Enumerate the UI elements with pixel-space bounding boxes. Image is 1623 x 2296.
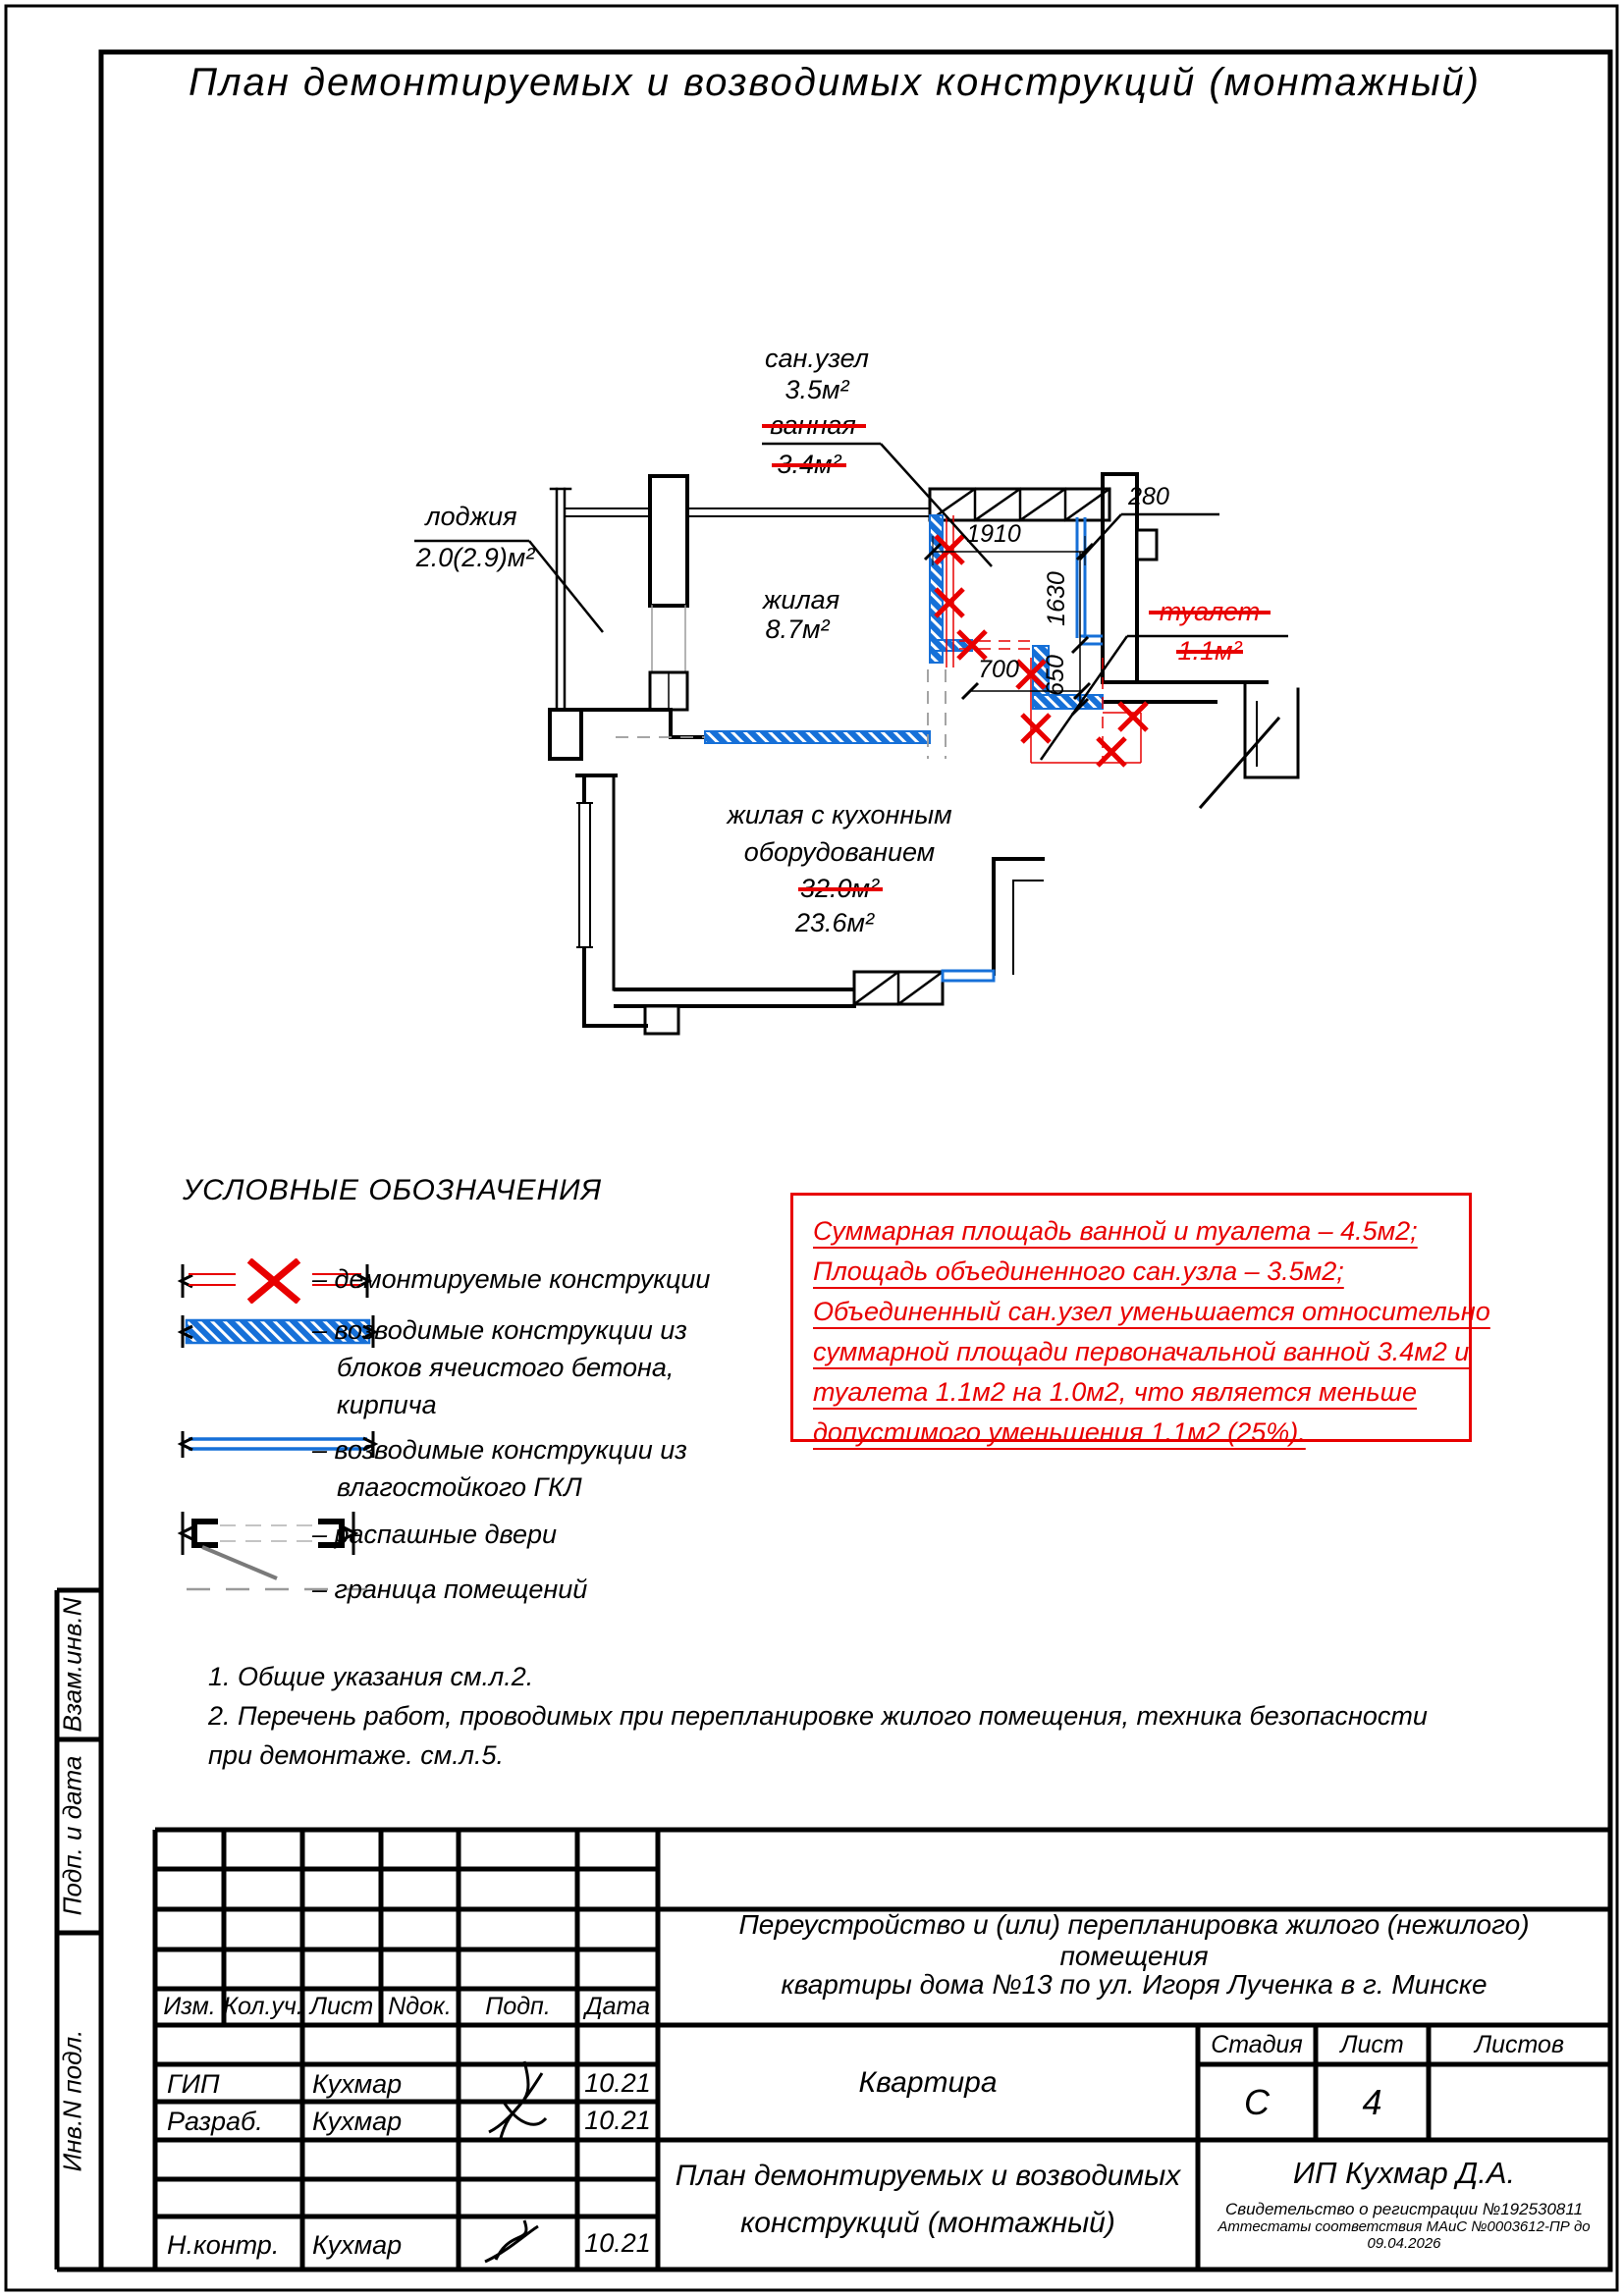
- page-title: План демонтируемых и возводимых конструкций (монтажный): [188, 61, 1481, 104]
- label-san-uzel: сан.узел: [765, 344, 869, 373]
- tb-cert2: Аттестаты соответствия МАиС №0003612-ПР до 09.04.2026: [1217, 2218, 1591, 2252]
- legend-item-demolished: – демонтируемые конструкции: [312, 1264, 711, 1294]
- label-vannaya: ванная: [770, 410, 856, 440]
- tb-role-nkontr: Н.контр.: [167, 2230, 280, 2260]
- dim-700: 700: [978, 656, 1019, 683]
- existing-walls: [550, 474, 1298, 1034]
- tb-drawing-line2: конструкций (монтажный): [740, 2207, 1115, 2239]
- note-line: туалета 1.1м2 на 1.0м2, что является меньше: [813, 1377, 1418, 1407]
- tb-col-data: Дата: [585, 1993, 650, 2020]
- tb-stage-label: Стадия: [1211, 2030, 1303, 2058]
- legend-item-blocks-2: блоков ячеистого бетона,: [337, 1353, 675, 1382]
- label-lodzhiya-area: 2.0(2.9)м²: [415, 543, 535, 572]
- label-kitchen-area-new: 23.6м²: [794, 908, 875, 937]
- general-notes: [208, 1657, 1573, 1775]
- tb-col-podp: Подп.: [485, 1993, 551, 2020]
- label-kitchen-room-1: жилая с кухонным: [727, 800, 952, 829]
- dim-650: 650: [1042, 655, 1069, 696]
- tb-sheet-value: 4: [1362, 2081, 1382, 2122]
- tb-name-nkontr: Кухмар: [312, 2230, 403, 2260]
- tb-col-list: Лист: [309, 1993, 374, 2020]
- note-line: Суммарная площадь ванной и туалета – 4.5м2;: [813, 1216, 1418, 1246]
- tb-sheet-label: Лист: [1340, 2030, 1404, 2058]
- tb-date-nkontr: 10.21: [584, 2227, 651, 2258]
- label-kitchen-room-2: оборудованием: [743, 837, 936, 867]
- sidebar-cell-inv: Инв.N подл.: [57, 2029, 87, 2172]
- label-zhilaya-area: 8.7м²: [765, 614, 830, 644]
- floor-plan: [393, 324, 1355, 1055]
- signature-strokes: [485, 2061, 546, 2262]
- general-note-line: 1. Общие указания см.л.2.: [208, 1662, 534, 1691]
- tb-col-izm: Изм.: [163, 1993, 216, 2020]
- legend-item-boundary: – граница помещений: [312, 1575, 588, 1604]
- note-line: Площадь объединенного сан.узла – 3.5м2;: [813, 1256, 1344, 1286]
- tb-cert1: Свидетельство о регистрации №192530811: [1224, 2200, 1584, 2218]
- tb-date-razrab: 10.21: [584, 2106, 651, 2135]
- sidebar-cell-podp: Подп. и дата: [57, 1755, 87, 1916]
- note-line: допустимого уменьшения 1.1м2 (25%).: [813, 1417, 1306, 1447]
- legend-item-gkl-2: влагостойкого ГКЛ: [337, 1472, 582, 1502]
- legend-item-blocks-3: кирпича: [337, 1390, 437, 1419]
- label-san-uzel-area: 3.5м²: [784, 375, 849, 404]
- tb-role-razrab: Разраб.: [167, 2107, 263, 2136]
- tb-object: Квартира: [858, 2065, 998, 2099]
- note-line: суммарной площади первоначальной ванной 3.4м2 и: [813, 1337, 1470, 1366]
- label-tualet: туалет: [1159, 597, 1261, 626]
- dim-280: 280: [1128, 483, 1169, 510]
- legend-item-gkl-1: – возводимые конструкции из: [312, 1435, 687, 1465]
- tb-col-ndok: Nдок.: [388, 1993, 452, 2020]
- note-line: Объединенный сан.узел уменьшается относительно: [813, 1297, 1490, 1326]
- tb-role-gip: ГИП: [167, 2069, 220, 2099]
- tb-company: ИП Кухмар Д.А.: [1292, 2156, 1516, 2190]
- new-gkl-walls: [1077, 517, 1103, 644]
- dim-1910: 1910: [966, 520, 1021, 548]
- tb-sheets-label: Листов: [1474, 2030, 1565, 2058]
- tb-name-razrab: Кухмар: [312, 2107, 403, 2136]
- demolition-marks: [936, 515, 1147, 766]
- label-tualet-area: 1.1м²: [1177, 636, 1242, 666]
- label-zhilaya: жилая: [762, 585, 840, 614]
- tb-name-gip: Кухмар: [312, 2069, 403, 2099]
- label-kitchen-area-old: 32.0м²: [799, 874, 880, 903]
- tb-project-line2: квартиры дома №13 по ул. Игоря Лученка в г. Минске: [781, 1969, 1488, 2000]
- label-vannaya-area: 3.4м²: [777, 450, 841, 479]
- tb-col-koluch: Кол.уч.: [223, 1993, 303, 2020]
- area-note-box: [790, 1193, 1490, 1447]
- legend-heading: УСЛОВНЫЕ ОБОЗНАЧЕНИЯ: [183, 1174, 603, 1206]
- general-note-line: 2. Перечень работ, проводимых при перепланировке жилого помещения, техника безопасности: [208, 1701, 1428, 1731]
- label-lodzhiya: лоджия: [425, 502, 517, 531]
- legend-item-blocks-1: – возводимые конструкции из: [312, 1315, 687, 1345]
- tb-date-gip: 10.21: [584, 2067, 651, 2098]
- tb-stage-value: С: [1244, 2081, 1270, 2122]
- sidebar-cell-vzam: Взам.инв.N: [57, 1597, 87, 1733]
- tb-project-line1: Переустройство и (или) перепланировка жилого (нежилого) помещения: [738, 1909, 1530, 1971]
- room-labels: [414, 344, 1288, 937]
- general-note-line: при демонтаже. см.л.5.: [208, 1740, 504, 1770]
- tb-drawing-line1: План демонтируемых и возводимых: [675, 2160, 1181, 2192]
- dim-1630: 1630: [1043, 571, 1070, 626]
- legend-item-doors: – распашные двери: [312, 1520, 558, 1549]
